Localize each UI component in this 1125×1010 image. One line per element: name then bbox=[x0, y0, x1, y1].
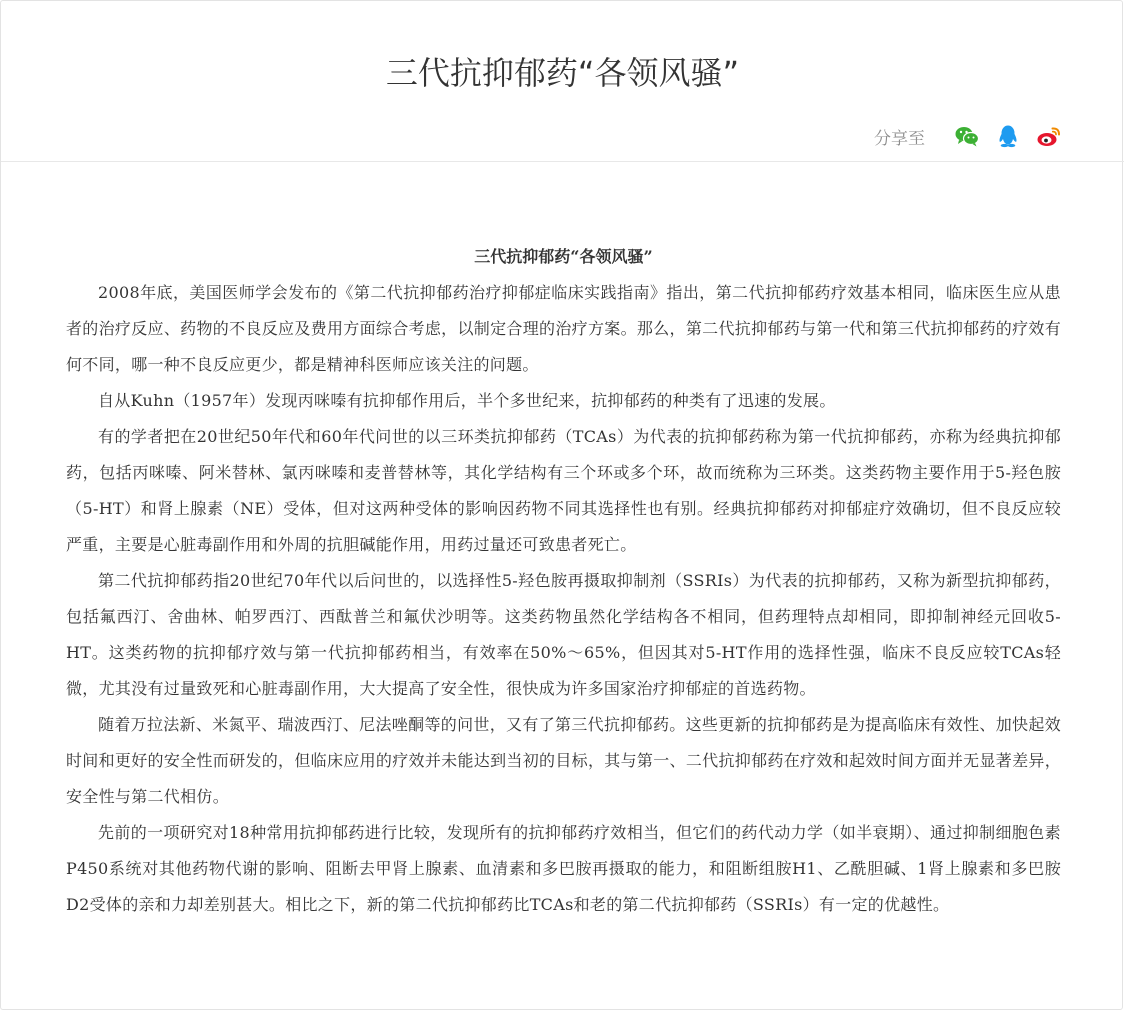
wechat-icon[interactable] bbox=[954, 123, 980, 149]
article-paragraph: 第二代抗抑郁药指20世纪70年代以后问世的，以选择性5-羟色胺再摄取抑制剂（SSRIs）为代表的抗抑郁药，又称为新型抗抑郁药，包括氟西汀、舍曲林、帕罗西汀、西酞普兰和氟伏沙明等。这类药物虽然化学结构各不相同，但药理特点却相同，即抑制神经元回收5-HT。这类药物的抗抑郁疗效与第一代抗抑郁药相当，有效率在50%～65%，但因其对5-HT作用的选择性强，临床不良反应较TCAs轻微，尤其没有过量致死和心脏毒副作用，大大提高了安全性，很快成为许多国家治疗抑郁症的首选药物。 bbox=[66, 571, 1061, 698]
article-heading: 三代抗抑郁药“各领风骚” bbox=[474, 247, 653, 266]
article-paragraph: 自从Kuhn（1957年）发现丙咪嗪有抗抑郁作用后，半个多世纪来，抗抑郁药的种类有了迅速的发展。 bbox=[98, 391, 836, 410]
article-body bbox=[66, 241, 1061, 923]
article-paragraph: 有的学者把在20世纪50年代和60年代问世的以三环类抗抑郁药（TCAs）为代表的抗抑郁药称为第一代抗抑郁药，亦称为经典抗抑郁药，包括丙咪嗪、阿米替林、氯丙咪嗪和麦普替林等，其化学结构有三个环或多个环，故而统称为三环类。这类药物主要作用于5-羟色胺（5-HT）和肾上腺素（NE）受体，但对这两种受体的影响因药物不同其选择性也有别。经典抗抑郁药对抑郁症疗效确切，但不良反应较严重，主要是心脏毒副作用和外周的抗胆碱能作用，用药过量还可致患者死亡。 bbox=[66, 427, 1061, 554]
share-label: 分享至 bbox=[874, 128, 925, 149]
page-header bbox=[1, 1, 1124, 162]
article-paragraph: 随着万拉法新、米氮平、瑞波西汀、尼法唑酮等的问世，又有了第三代抗抑郁药。这些更新的抗抑郁药是为提高临床有效性、加快起效时间和更好的安全性而研发的，但临床应用的疗效并未能达到当初的目标，其与第一、二代抗抑郁药在疗效和起效时间方面并无显著差异，安全性与第二代相仿。 bbox=[66, 715, 1061, 806]
article-paragraph: 先前的一项研究对18种常用抗抑郁药进行比较，发现所有的抗抑郁药疗效相当，但它们的药代动力学（如半衰期）、通过抑制细胞色素P450系统对其他药物代谢的影响、阻断去甲肾上腺素、血清素和多巴胺再摄取的能力，和阻断组胺H1、乙酰胆碱、1肾上腺素和多巴胺D2受体的亲和力却差别甚大。相比之下，新的第二代抗抑郁药比TCAs和老的第二代抗抑郁药（SSRIs）有一定的优越性。 bbox=[66, 823, 1061, 914]
share-bar bbox=[874, 121, 1062, 151]
article-paragraph: 2008年底，美国医师学会发布的《第二代抗抑郁药治疗抑郁症临床实践指南》指出，第二代抗抑郁药疗效基本相同，临床医生应从患者的治疗反应、药物的不良反应及费用方面综合考虑，以制定合理的治疗方案。那么，第二代抗抑郁药与第一代和第三代抗抑郁药的疗效有何不同，哪一种不良反应更少，都是精神科医师应该关注的问题。 bbox=[66, 283, 1061, 374]
page-title: 三代抗抑郁药“各领风骚” bbox=[385, 54, 740, 92]
qq-icon[interactable] bbox=[995, 123, 1021, 149]
weibo-icon[interactable] bbox=[1036, 123, 1062, 149]
